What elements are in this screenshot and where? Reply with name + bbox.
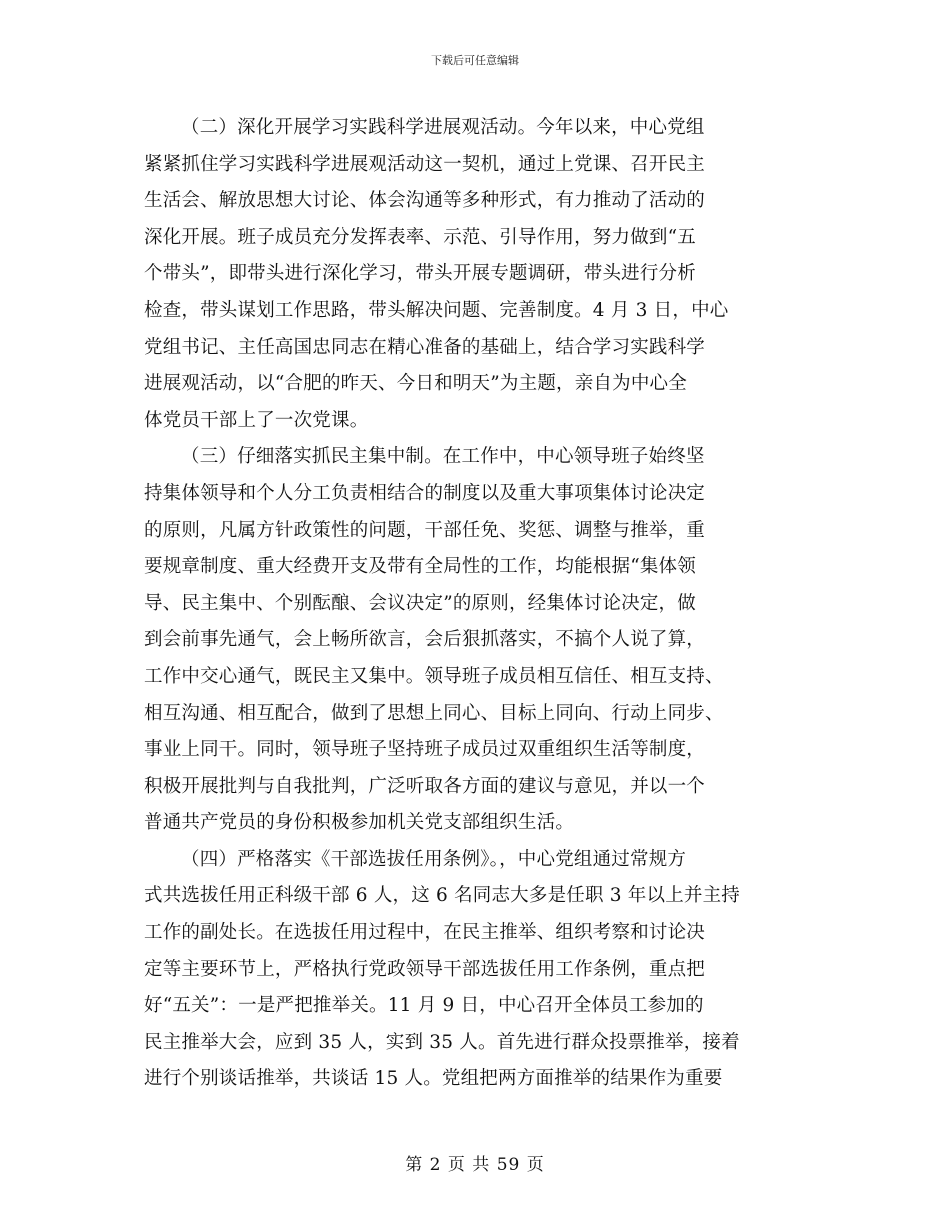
- text-line: 党组书记、主任高国忠同志在精心准备的基础上，结合学习实践科学: [144, 336, 706, 358]
- text-line: （二）深化开展学习实践科学进展观活动。今年以来，中心党组: [181, 117, 705, 138]
- text-line: （四）严格落实《干部选拔任用条例》。，中心党组通过常规方: [181, 848, 687, 870]
- text-line: 到会前事先通气，会上畅所欲言，会后狠抓落实，不搞个人说了算，: [144, 629, 706, 651]
- page-footer: 第 2 页 共 59 页: [405, 1155, 545, 1175]
- text-line: 工作中交心通气，既民主又集中。领导班子成员相互信任、相互支持、: [144, 665, 724, 687]
- text-line: 式共选拔任用正科级干部 6 人，这 6 名同志大多是任职 3 年以上并主持: [144, 885, 740, 907]
- text-line: 持集体领导和个人分工负责相结合的制度以及重大事项集体讨论决定: [144, 482, 706, 504]
- text-line: 好“五关”：一是严把推举关。11 月 9 日，中心召开全体员工参加的: [144, 995, 704, 1017]
- text-line: 个带头”，即带头进行深化学习，带头开展专题调研，带头进行分析: [144, 263, 696, 285]
- document-body: [144, 110, 810, 1098]
- text-line: （三）仔细落实抓民主集中制。在工作中，中心领导班子始终坚: [181, 446, 705, 468]
- text-line: 进行个别谈话推举，共谈话 15 人。党组把两方面推举的结果作为重要: [144, 1068, 723, 1090]
- text-line: 要规章制度、重大经费开支及带有全局性的工作，均能根据“集体领: [144, 556, 696, 578]
- text-line: 民主推举大会，应到 35 人，实到 35 人。首先进行群众投票推举，接着: [144, 1031, 740, 1053]
- page-header: 下载后可任意编辑: [431, 54, 519, 67]
- text-line: 普通共产党员的身份积极参加机关党支部组织生活。: [144, 812, 575, 834]
- text-line: 进展观活动，以“合肥的昨天、今日和明天”为主题，亲自为中心全: [144, 373, 687, 395]
- text-line: 导、民主集中、个别酝酿、会议决定”的原则，经集体讨论决定，做: [144, 592, 696, 614]
- text-line: 生活会、解放思想大讨论、体会沟通等多种形式，有力推动了活动的: [144, 190, 706, 212]
- text-line: 事业上同干。同时，领导班子坚持班子成员过双重组织生活等制度，: [144, 739, 706, 761]
- text-line: 体党员干部上了一次党课。: [144, 409, 369, 431]
- text-line: 的原则，凡属方针政策性的问题，干部任免、奖惩、调整与推举，重: [144, 519, 706, 541]
- text-line: 工作的副处长。在选拔任用过程中，在民主推举、组织考察和讨论决: [144, 922, 706, 944]
- text-line: 相互沟通、相互配合，做到了思想上同心、目标上同向、行动上同步、: [144, 702, 724, 724]
- text-line: 检查，带头谋划工作思路，带头解决问题、完善制度。4 月 3 日，中心: [144, 299, 729, 321]
- text-line: 深化开展。班子成员充分发挥表率、示范、引导作用，努力做到“五: [144, 226, 696, 248]
- text-line: 定等主要环节上，严格执行党政领导干部选拔任用工作条例，重点把: [144, 958, 706, 980]
- text-line: 紧紧抓住学习实践科学进展观活动这一契机，通过上党课、召开民主: [144, 153, 706, 175]
- text-line: 积极开展批判与自我批判，广泛听取各方面的建议与意见，并以一个: [144, 775, 706, 797]
